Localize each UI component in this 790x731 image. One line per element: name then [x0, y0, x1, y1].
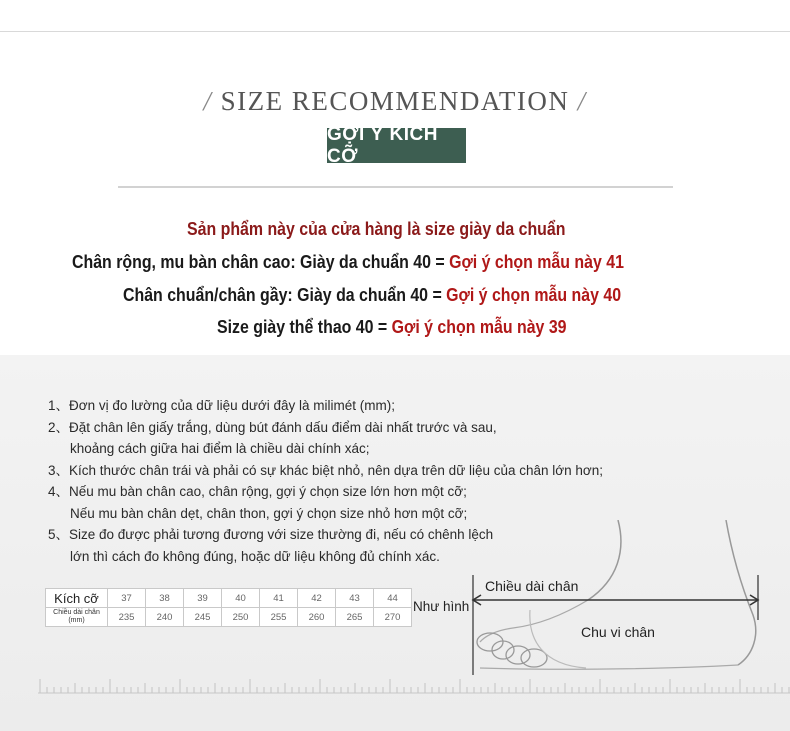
length-cell: 250 — [222, 608, 260, 627]
size-row-header: Kích cỡ — [46, 589, 108, 608]
foot-length-label: Chiều dài chân — [485, 578, 579, 594]
length-cell: 255 — [260, 608, 298, 627]
length-header-line2: (mm) — [68, 617, 85, 624]
rec-line-text: Chân rộng, mu bàn chân cao: Giày da chuẩn 40 = — [72, 251, 450, 272]
top-divider — [0, 31, 790, 32]
length-cell: 270 — [374, 608, 412, 627]
length-cell: 265 — [336, 608, 374, 627]
recommendation-line-wide — [72, 251, 624, 273]
length-row-header — [46, 608, 108, 627]
size-cell: 39 — [184, 589, 222, 608]
note-item: 3、Kích thước chân trái và phải có sự khác biệt nhỏ, nên dựa trên dữ liệu của chân lớn hơn; — [48, 462, 604, 478]
size-row — [46, 589, 412, 608]
length-cell: 235 — [108, 608, 146, 627]
note-item: 5、Size đo được phải tương đương với size thường đi, nếu có chênh lệch — [48, 527, 494, 542]
length-row — [46, 608, 412, 627]
title-text: SIZE RECOMMENDATION — [220, 86, 570, 116]
recommendation-line-normal — [123, 284, 621, 306]
rec-line-highlight: Gợi ý chọn mẫu này 39 — [391, 316, 567, 337]
note-item: 1、Đơn vị đo lường của dữ liệu dưới đây là milimét (mm); — [48, 398, 396, 413]
title-slash-left: / — [203, 86, 213, 116]
size-cell: 41 — [260, 589, 298, 608]
rec-line-highlight: Gợi ý chọn mẫu này 40 — [446, 284, 622, 305]
recommendation-headline: Sản phẩm này của cửa hàng là size giày da chuẩn — [187, 218, 566, 239]
rec-line-text: Size giày thể thao 40 = — [217, 316, 392, 337]
foot-measurement-icon — [468, 520, 768, 690]
note-item: Nếu mu bàn chân dẹt, chân thon, gợi ý chọn size nhỏ hơn một cỡ; — [70, 505, 468, 521]
foot-circumference-label: Chu vi chân — [581, 624, 655, 640]
length-cell: 245 — [184, 608, 222, 627]
rec-line-highlight: Gợi ý chọn mẫu này 41 — [449, 251, 624, 272]
size-hint-badge: GỢI Ý KÍCH CỠ — [327, 128, 466, 163]
recommendation-line-sport — [217, 316, 567, 338]
size-chart-table — [45, 588, 412, 627]
as-shown-label: Như hình — [413, 599, 470, 614]
length-cell: 240 — [146, 608, 184, 627]
length-header-line1: Chiều dài chân — [53, 609, 100, 616]
title-slash-right: / — [577, 86, 587, 116]
size-cell: 42 — [298, 589, 336, 608]
rec-line-text: Chân chuẩn/chân gầy: Giày da chuẩn 40 = — [123, 284, 447, 305]
size-cell: 38 — [146, 589, 184, 608]
size-cell: 37 — [108, 589, 146, 608]
ruler-icon — [38, 672, 790, 694]
note-item: 4、Nếu mu bàn chân cao, chân rộng, gợi ý chọn size lớn hơn một cỡ; — [48, 484, 467, 499]
section-title — [0, 86, 790, 117]
size-cell: 40 — [222, 589, 260, 608]
note-item: lớn thì cách đo không đúng, hoặc dữ liệu không đủ chính xác. — [70, 548, 440, 564]
size-cell: 43 — [336, 589, 374, 608]
size-cell: 44 — [374, 589, 412, 608]
note-item: khoảng cách giữa hai điểm là chiều dài chính xác; — [70, 441, 370, 456]
mid-divider — [118, 186, 673, 188]
note-item: 2、Đặt chân lên giấy trắng, dùng bút đánh dấu điểm dài nhất trước và sau, — [48, 419, 497, 435]
length-cell: 260 — [298, 608, 336, 627]
